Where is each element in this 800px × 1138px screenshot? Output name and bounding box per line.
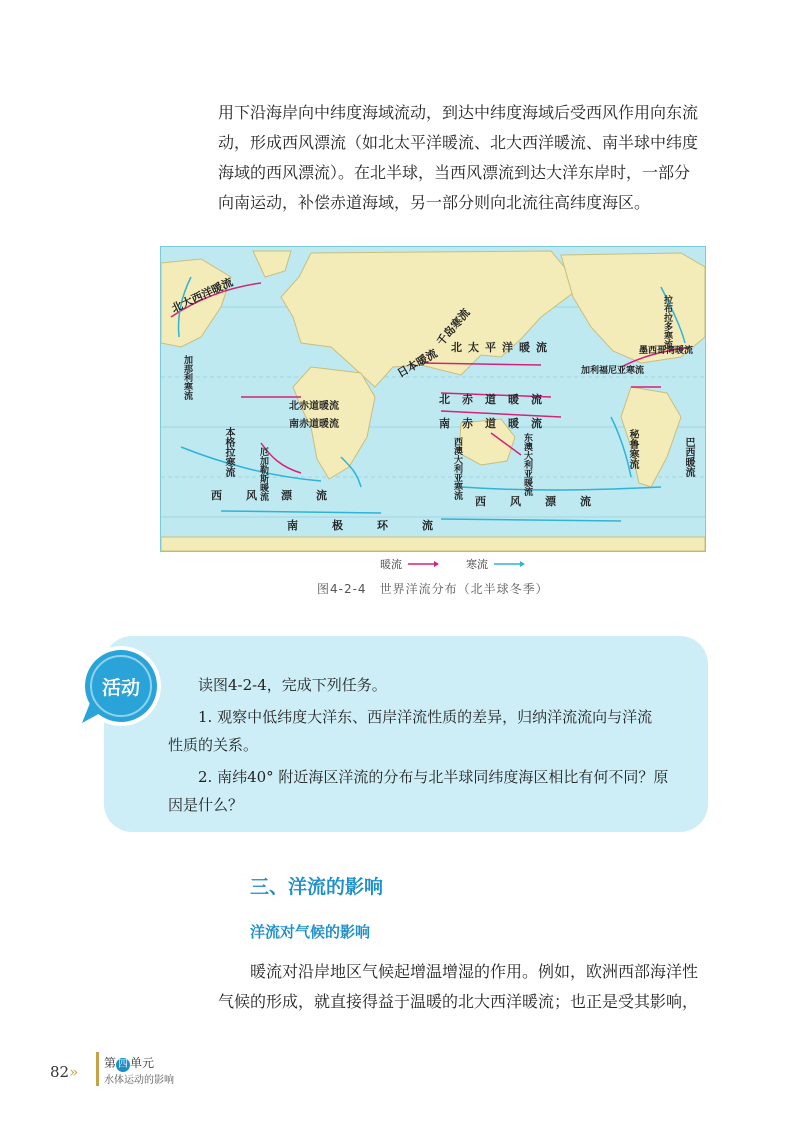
footer-divider bbox=[96, 1052, 99, 1086]
footer-unit-title: 水体运动的影响 bbox=[104, 1075, 174, 1086]
label-south-equatorial: 南赤道暖流 bbox=[439, 417, 554, 430]
section-subtitle: 洋流对气候的影响 bbox=[250, 923, 371, 941]
footer-unit bbox=[104, 1054, 154, 1072]
label-gulf-stream: 墨西哥湾暖流 bbox=[639, 346, 694, 356]
chevron-right-icon: » bbox=[69, 1063, 79, 1081]
activity-intro: 读图4-2-4，完成下列任务。 bbox=[198, 676, 387, 694]
intro-line-4: 向南运动，补偿赤道海域，另一部分则向北流往高纬度海区。 bbox=[218, 193, 651, 212]
legend-warm bbox=[380, 556, 440, 572]
label-indian-south-equatorial: 南赤道暖流 bbox=[289, 419, 339, 430]
activity-task1-line1: 1. 观察中低纬度大洋东、西岸洋流性质的差异，归纳洋流流向与洋流 bbox=[198, 708, 653, 726]
figure-caption: 图4-2-4 世界洋流分布（北半球冬季） bbox=[317, 582, 549, 596]
label-agulhas: 厄加勒斯暖流 bbox=[258, 447, 268, 501]
label-north-equatorial: 北赤道暖流 bbox=[439, 393, 554, 406]
label-west-wind-drift-1: 西风漂流 bbox=[211, 489, 351, 502]
label-west-australia: 西澳大利亚寒流 bbox=[452, 437, 462, 500]
activity-task2-line2: 因是什么？ bbox=[168, 796, 244, 814]
world-ocean-currents-map bbox=[160, 246, 706, 552]
page-number-text: 82 bbox=[50, 1063, 70, 1081]
label-canary: 加那利寒流 bbox=[182, 355, 192, 400]
label-peru: 秘鲁寒流 bbox=[627, 429, 638, 469]
map-drawing bbox=[161, 247, 705, 551]
activity-task2-line1: 2. 南纬40° 附近海区洋流的分布与北半球同纬度海区相比有何不同？原 bbox=[198, 768, 669, 786]
page-number bbox=[50, 1063, 78, 1081]
intro-line-1: 用下沿海岸向中纬度海域流动，到达中纬度海域后受西风作用向东流 bbox=[218, 103, 699, 122]
activity-badge-label: 活动 bbox=[101, 677, 140, 699]
legend-warm-label: 暖流 bbox=[380, 558, 402, 571]
legend-cold bbox=[466, 556, 526, 572]
label-benguela: 本格拉寒流 bbox=[223, 427, 234, 477]
label-kuroshio: 日本暖流 bbox=[394, 346, 440, 381]
activity-task1-line2: 性质的关系。 bbox=[168, 736, 259, 754]
unit-prefix: 第 bbox=[104, 1056, 117, 1070]
activity-badge bbox=[78, 643, 164, 729]
label-north-pacific-current: 北太平洋暖流 bbox=[451, 341, 553, 354]
section-title: 三、洋流的影响 bbox=[250, 876, 384, 898]
label-labrador: 拉布拉多寒流 bbox=[662, 295, 672, 349]
label-brazil: 巴西暖流 bbox=[683, 437, 694, 477]
intro-line-3: 海域的西风漂流）。在北半球，当西风漂流到达大洋东岸时，一部分 bbox=[218, 163, 691, 182]
legend-cold-label: 寒流 bbox=[466, 558, 488, 571]
label-indian-north-equatorial: 北赤道暖流 bbox=[289, 401, 339, 412]
label-california: 加利福尼亚寒流 bbox=[581, 366, 645, 376]
warm-arrow-icon bbox=[406, 560, 440, 568]
cold-arrow-icon bbox=[492, 560, 526, 568]
label-north-atlantic-drift: 北大西洋暖流 bbox=[169, 275, 235, 316]
label-east-australia: 东澳大利亚暖流 bbox=[522, 433, 532, 496]
unit-suffix: 单元 bbox=[130, 1056, 155, 1070]
section-body-line2: 气候的形成，就直接得益于温暖的北大西洋暖流；也正是受其影响， bbox=[218, 992, 699, 1011]
label-antarctic: 南极环流 bbox=[287, 519, 467, 532]
section-body-line1: 暖流对沿岸地区气候起增温增湿的作用。例如，欧洲西部海洋性 bbox=[250, 962, 699, 981]
intro-line-2: 动，形成西风漂流（如北太平洋暖流、北大西洋暖流、南半球中纬度 bbox=[218, 133, 699, 152]
label-oyashio: 千岛寒流 bbox=[434, 306, 473, 349]
unit-number-badge: 四 bbox=[118, 1059, 129, 1070]
label-west-wind-drift-2: 西风漂流 bbox=[475, 495, 615, 508]
